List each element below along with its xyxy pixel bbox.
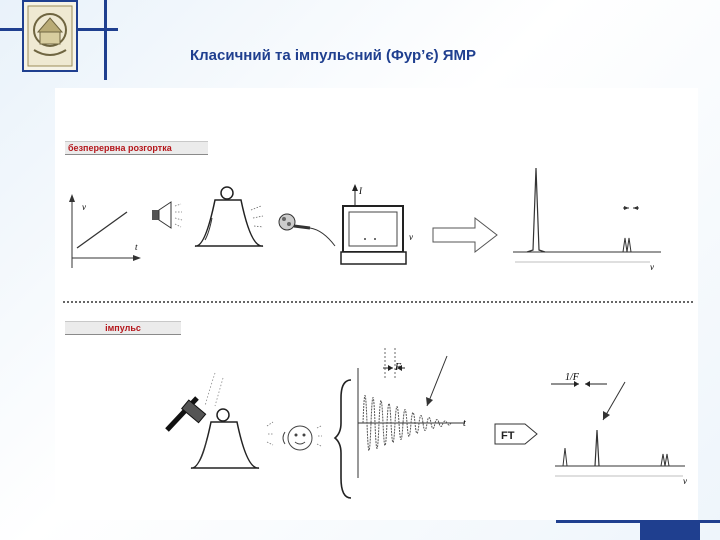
top-left-horizontal-line xyxy=(0,28,24,31)
freq-label: 1/F xyxy=(565,372,579,383)
sweep-graph xyxy=(69,194,141,268)
university-logo xyxy=(22,0,78,72)
face-icon xyxy=(283,426,322,450)
logo-emblem-icon xyxy=(24,2,76,70)
oscilloscope-icon xyxy=(341,184,413,264)
page-title: Класичний та імпульсний (Фур’є) ЯМР xyxy=(190,47,477,64)
fid-period-label: F xyxy=(395,362,402,373)
sweep-axis-t: t xyxy=(135,242,138,252)
sweep-axis-v: ν xyxy=(82,202,86,212)
spectrum-fourier xyxy=(551,372,687,486)
arrow-icon xyxy=(433,218,497,252)
pulse-label: імпульс xyxy=(65,321,181,335)
top-horizontal-line xyxy=(78,28,118,31)
ft-transform-arrow xyxy=(495,424,537,444)
microphone-icon xyxy=(279,214,335,246)
nmr-diagram-panel xyxy=(55,88,698,520)
continuous-sweep-label: безперервна розгортка xyxy=(65,141,208,155)
bell-icon-pulse xyxy=(191,409,274,468)
curly-brace xyxy=(335,380,351,498)
scope-axis-v: ν xyxy=(409,232,413,242)
nmr-diagram-svg xyxy=(55,88,698,520)
top-vertical-line xyxy=(104,0,107,80)
scope-axis-I: I xyxy=(359,186,362,196)
speaker-icon xyxy=(152,202,182,228)
bottom-right-block xyxy=(640,522,700,540)
bell-icon xyxy=(195,187,263,246)
ft-button-label: FT xyxy=(501,430,515,442)
spectrum-continuous xyxy=(513,168,661,272)
ft-spectrum-axis-v: ν xyxy=(683,476,687,486)
fid-signal xyxy=(358,348,466,478)
spectrum-axis-v: ν xyxy=(650,262,654,272)
fid-time-label: t xyxy=(463,418,466,429)
